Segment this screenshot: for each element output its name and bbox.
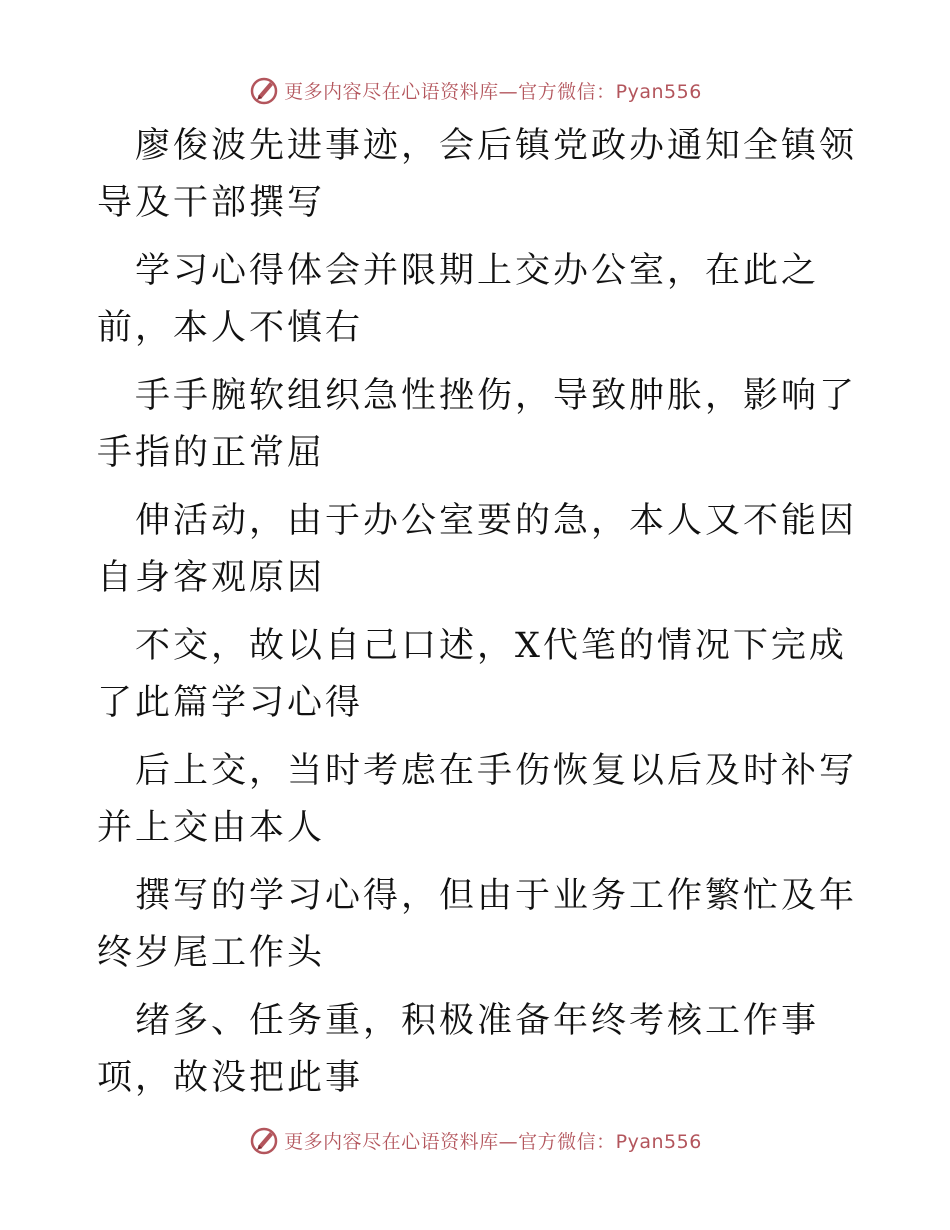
footer-watermark-text: 更多内容尽在心语资料库—官方微信：Pyan556	[284, 1130, 702, 1153]
header-watermark-text: 更多内容尽在心语资料库—官方微信：Pyan556	[284, 80, 702, 103]
paragraph: 不交，故以自己口述，X代笔的情况下完成了此篇学习心得	[97, 626, 847, 723]
paragraph: 绪多、任务重，积极准备年终考核工作事项，故没把此事	[97, 1001, 820, 1098]
paragraph: 学习心得体会并限期上交办公室，在此之前，本人不慎右	[97, 251, 820, 348]
paragraph: 撰写的学习心得，但由于业务工作繁忙及年终岁尾工作头	[97, 876, 858, 973]
footer-watermark	[0, 1120, 950, 1160]
paragraph: 手手腕软组织急性挫伤，导致肿胀，影响了手指的正常屈	[97, 376, 858, 473]
header-watermark	[0, 70, 950, 110]
paragraph: 后上交，当时考虑在手伤恢复以后及时补写并上交由本人	[97, 751, 858, 848]
pen-logo-icon	[248, 74, 280, 106]
paragraph: 伸活动，由于办公室要的急，本人又不能因自身客观原因	[97, 501, 858, 598]
document-body	[97, 118, 857, 1118]
paragraph: 廖俊波先进事迹，会后镇党政办通知全镇领导及干部撰写	[97, 126, 858, 223]
pen-logo-icon	[248, 1124, 280, 1156]
